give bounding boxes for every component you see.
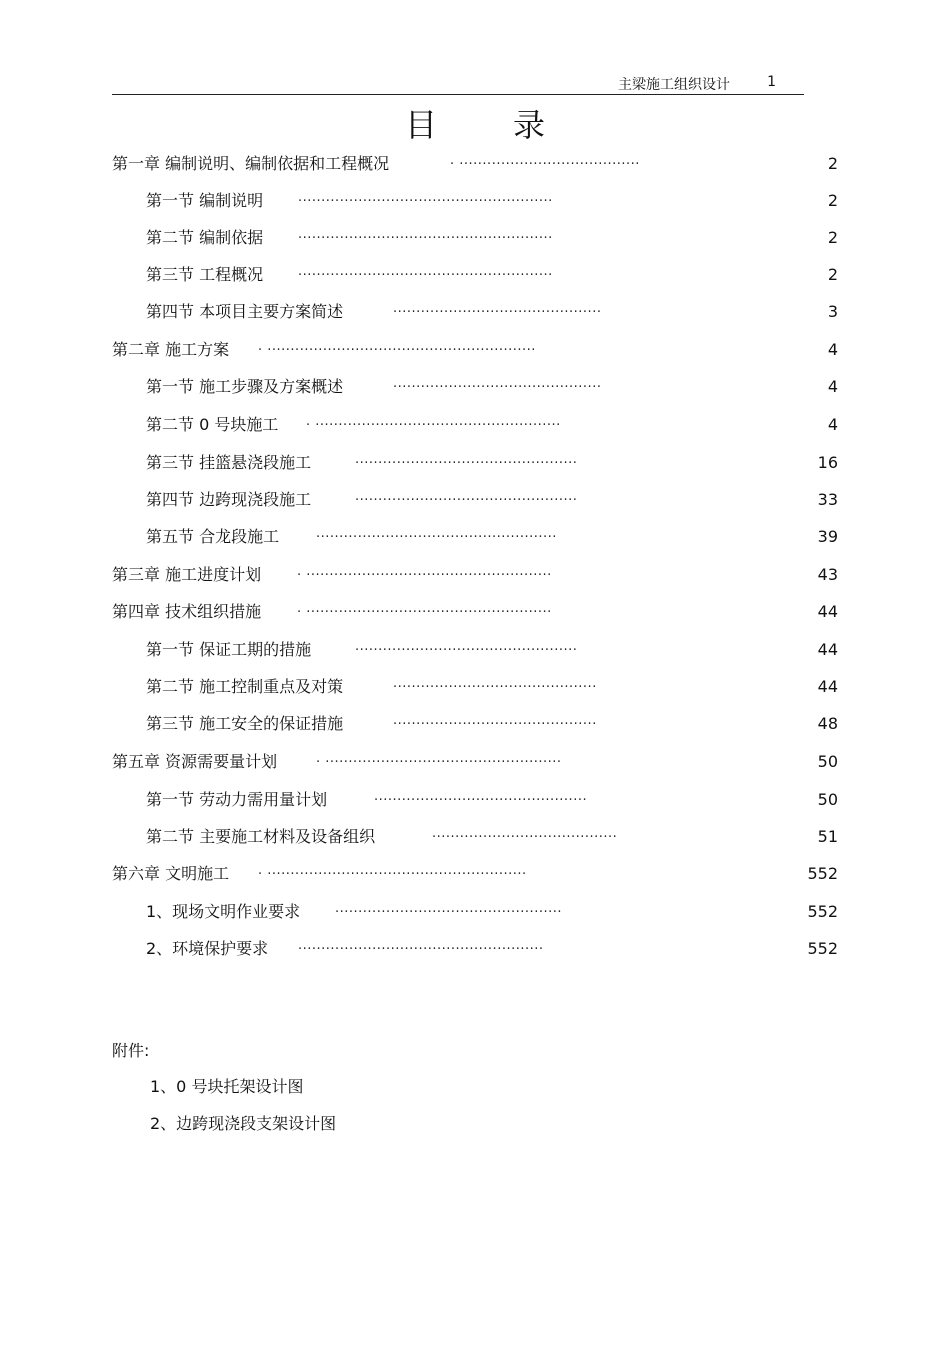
toc-entry-leader: ................................................	[355, 452, 578, 467]
toc-entry-leader: . .....................................................	[306, 414, 561, 429]
toc-entry[interactable]	[0, 449, 950, 477]
toc-entry-label: 第三节 施工安全的保证措施	[146, 714, 344, 733]
toc-entry-leader: . ........................................................	[258, 863, 527, 878]
toc-entry[interactable]	[0, 636, 950, 664]
toc-entry-page: 2	[827, 191, 838, 210]
toc-entry-leader: .............................................	[393, 301, 602, 316]
toc-entry-label: 第二节 编制依据	[146, 228, 264, 247]
toc-entry[interactable]	[0, 486, 950, 514]
toc-entry-page: 44	[817, 602, 838, 621]
toc-entry-label: 第四章 技术组织措施	[112, 602, 262, 621]
toc-entry-page: 43	[817, 565, 838, 584]
toc-entry-leader: . ...................................................	[316, 751, 562, 766]
toc-entry-page: 44	[817, 640, 838, 659]
toc-entry-label: 第五节 合龙段施工	[146, 527, 280, 546]
toc-entry-leader: ................................................	[355, 489, 578, 504]
toc-entry-page: 50	[817, 752, 838, 771]
toc-entry[interactable]	[0, 748, 950, 776]
toc-entry[interactable]	[0, 898, 950, 926]
toc-entry-label: 1、现场文明作业要求	[146, 902, 301, 921]
toc-entry-leader: ............................................	[393, 676, 597, 691]
toc-entry-leader: .......................................................	[298, 190, 553, 205]
toc-entry-leader: .......................................................	[298, 264, 553, 279]
toc-entry-page: 51	[817, 827, 838, 846]
toc-entry-leader: ................................................	[355, 639, 578, 654]
toc-entry-label: 第三章 施工进度计划	[112, 565, 262, 584]
toc-entry-leader: ....................................................	[316, 526, 557, 541]
toc-entry-label: 第四节 边跨现浇段施工	[146, 490, 312, 509]
toc-entry-label: 第六章 文明施工	[112, 864, 230, 883]
toc-entry-label: 第一节 劳动力需用量计划	[146, 790, 328, 809]
toc-entry[interactable]	[0, 336, 950, 364]
toc-entry[interactable]	[0, 373, 950, 401]
toc-entry-page: 4	[827, 415, 838, 434]
toc-entry-label: 第三节 挂篮悬浇段施工	[146, 453, 312, 472]
toc-entry-page: 33	[817, 490, 838, 509]
document-title: 目录	[404, 106, 621, 144]
toc-entry-label: 第一章 编制说明、编制依据和工程概况	[112, 154, 390, 173]
toc-entry-label: 2、环境保护要求	[146, 939, 269, 958]
toc-entry-label: 第二节 0 号块施工	[146, 415, 279, 434]
toc-entry-leader: . .......................................	[450, 153, 640, 168]
toc-entry-label: 第一节 保证工期的措施	[146, 640, 312, 659]
toc-entry-page: 552	[807, 939, 838, 958]
toc-entry[interactable]	[0, 150, 950, 178]
toc-entry-leader: .............................................	[393, 376, 602, 391]
toc-entry-leader: . ..........................................................	[258, 339, 536, 354]
toc-entry-leader: .....................................................	[298, 938, 544, 953]
toc-entry[interactable]	[0, 673, 950, 701]
toc-entry-page: 16	[817, 453, 838, 472]
toc-entry-label: 第二章 施工方案	[112, 340, 230, 359]
attachment-item: 1、0 号块托架设计图	[150, 1077, 304, 1096]
toc-entry-page: 4	[827, 377, 838, 396]
toc-entry-label: 第三节 工程概况	[146, 265, 264, 284]
toc-entry[interactable]	[0, 786, 950, 814]
toc-entry-page: 552	[807, 864, 838, 883]
toc-entry-page: 2	[827, 228, 838, 247]
toc-entry[interactable]	[0, 523, 950, 551]
toc-entry-leader: . .....................................................	[297, 601, 552, 616]
toc-entry-label: 第二节 主要施工材料及设备组织	[146, 827, 376, 846]
toc-entry[interactable]	[0, 860, 950, 888]
toc-entry-page: 44	[817, 677, 838, 696]
toc-entry-page: 2	[827, 265, 838, 284]
toc-entry[interactable]	[0, 224, 950, 252]
toc-entry[interactable]	[0, 187, 950, 215]
toc-entry[interactable]	[0, 823, 950, 851]
toc-entry[interactable]	[0, 598, 950, 626]
toc-entry-leader: .......................................................	[298, 227, 553, 242]
toc-entry-page: 48	[817, 714, 838, 733]
toc-entry-page: 50	[817, 790, 838, 809]
toc-entry-page: 3	[827, 302, 838, 321]
toc-entry-leader: ........................................	[432, 826, 618, 841]
toc-entry-page: 552	[807, 902, 838, 921]
toc-entry-label: 第一节 施工步骤及方案概述	[146, 377, 344, 396]
toc-entry-label: 第二节 施工控制重点及对策	[146, 677, 344, 696]
toc-entry-leader: ............................................	[393, 713, 597, 728]
toc-entry[interactable]	[0, 710, 950, 738]
toc-entry-page: 39	[817, 527, 838, 546]
toc-entry-leader: . .....................................................	[297, 564, 552, 579]
toc-entry[interactable]	[0, 935, 950, 963]
toc-entry-label: 第四节 本项目主要方案简述	[146, 302, 344, 321]
toc-entry[interactable]	[0, 298, 950, 326]
header-page-number: 1	[767, 74, 776, 90]
attachments-heading: 附件:	[112, 1041, 150, 1060]
toc-entry-label: 第五章 资源需要量计划	[112, 752, 278, 771]
toc-entry[interactable]	[0, 261, 950, 289]
toc-entry[interactable]	[0, 561, 950, 589]
toc-entry-leader: ..............................................	[374, 789, 588, 804]
toc-entry-label: 第一节 编制说明	[146, 191, 264, 210]
toc-entry-page: 4	[827, 340, 838, 359]
toc-entry[interactable]	[0, 411, 950, 439]
toc-entry-leader: .................................................	[335, 901, 562, 916]
toc-entry-page: 2	[827, 154, 838, 173]
header-title: 主梁施工组织设计	[618, 77, 730, 93]
attachment-item: 2、边跨现浇段支架设计图	[150, 1114, 337, 1133]
